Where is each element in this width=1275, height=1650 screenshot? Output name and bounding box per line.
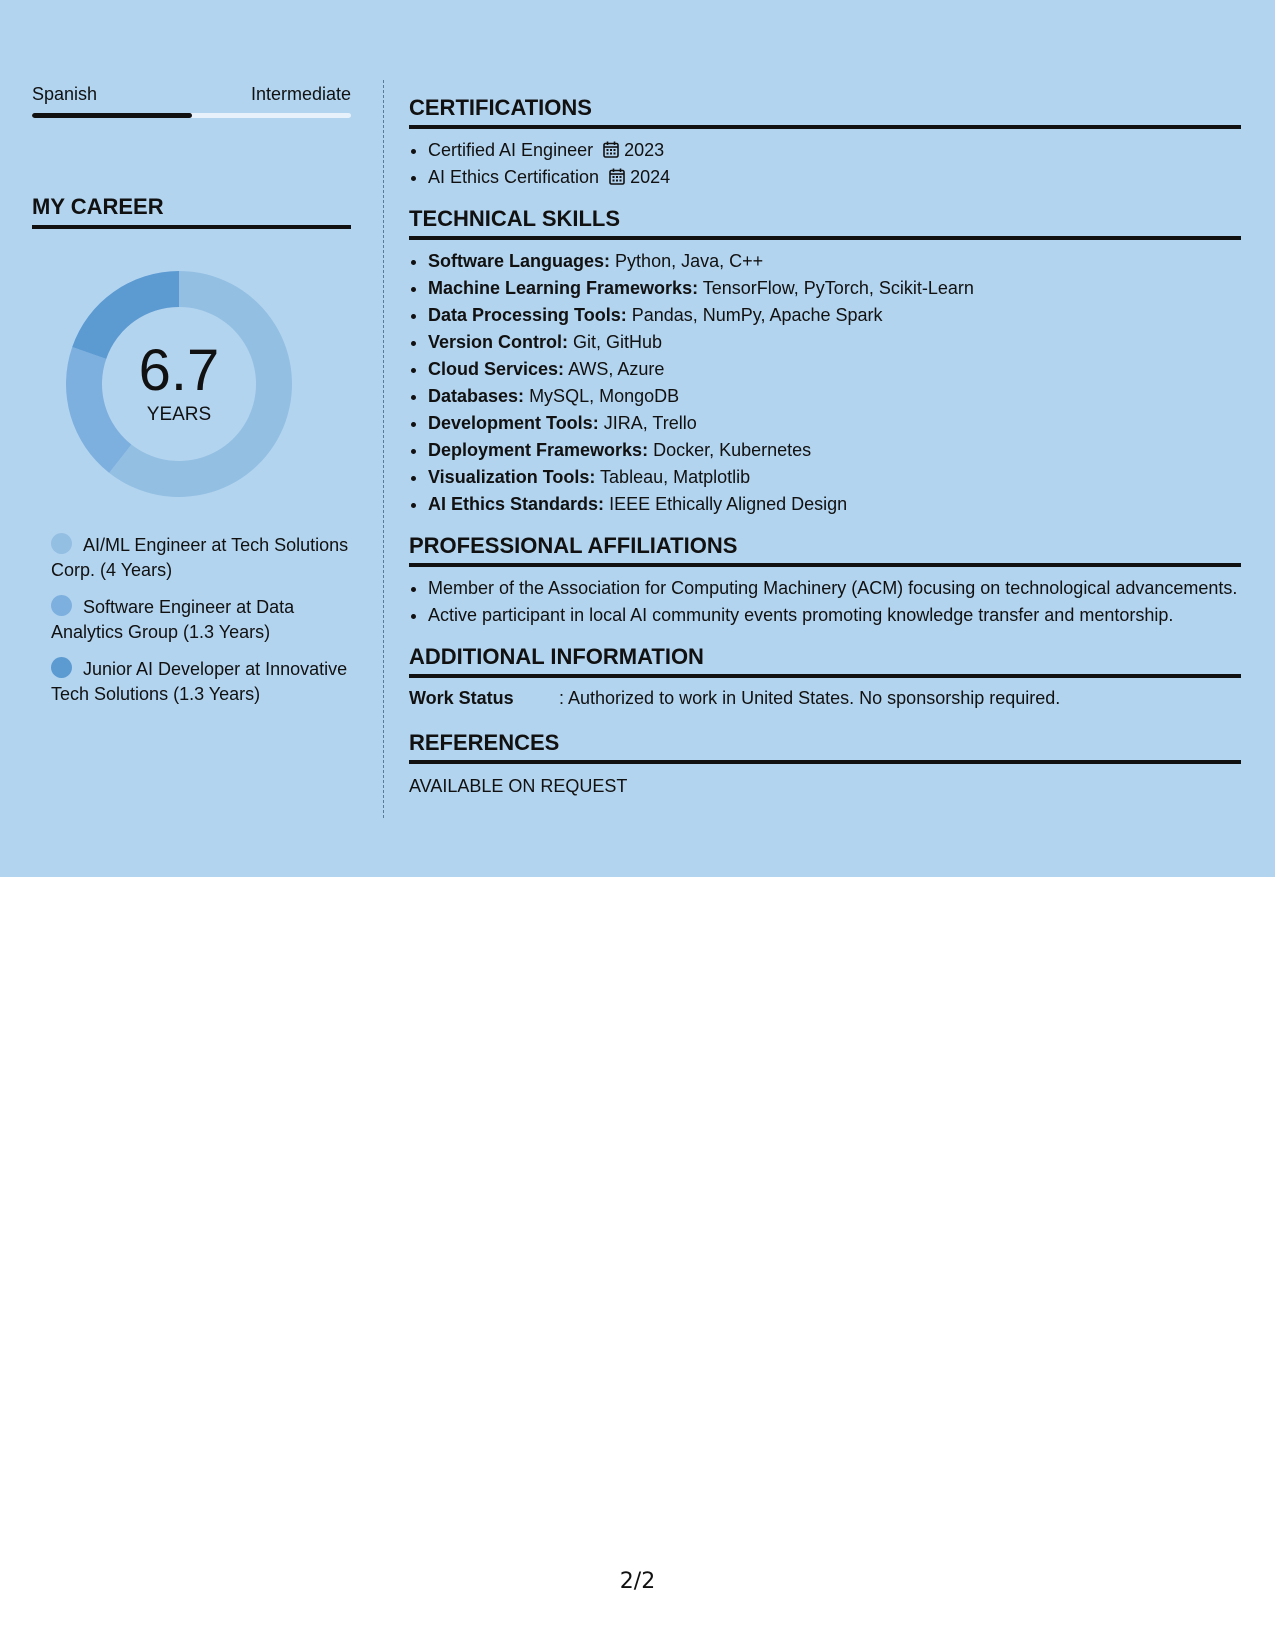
career-role-label: Junior AI Developer at Innovative Tech Solutions (1.3 Years) xyxy=(51,659,348,704)
skill-value: IEEE Ethically Aligned Design xyxy=(609,494,848,514)
skill-value: Pandas, NumPy, Apache Spark xyxy=(631,305,883,325)
skill-value: Git, GitHub xyxy=(573,332,663,352)
skill-label: Software Languages: xyxy=(428,251,611,271)
career-total-value: 6.7 xyxy=(138,338,220,403)
skill-label: Machine Learning Frameworks: xyxy=(428,278,699,298)
affiliations-heading: PROFESSIONAL AFFILIATIONS xyxy=(409,532,1241,567)
skill-value: Python, Java, C++ xyxy=(615,251,764,271)
calendar-icon xyxy=(603,141,619,158)
skill-item xyxy=(428,383,1241,410)
affiliation-item: • Member of the Association for Computing Machinery (ACM) focusing on technological advancements. xyxy=(428,575,1241,602)
skill-value: MySQL, MongoDB xyxy=(529,386,680,406)
skill-label: Databases: xyxy=(428,386,525,406)
skill-item xyxy=(428,491,1241,518)
right-column xyxy=(409,94,1241,800)
skill-value: Tableau, Matplotlib xyxy=(600,467,751,487)
certification-item xyxy=(428,137,1241,164)
skill-item xyxy=(428,275,1241,302)
career-legend-item xyxy=(51,657,351,707)
additional-info-heading: ADDITIONAL INFORMATION xyxy=(409,643,1241,678)
language-proficiency-bar xyxy=(32,113,351,118)
references-text: AVAILABLE ON REQUEST xyxy=(409,776,628,796)
skill-label: Cloud Services: xyxy=(428,359,565,379)
certification-item xyxy=(428,164,1241,191)
career-donut-chart xyxy=(66,271,292,497)
career-legend-item xyxy=(51,533,351,583)
calendar-icon xyxy=(609,168,625,185)
language-row xyxy=(32,82,351,106)
career-role-label: AI/ML Engineer at Tech Solutions Corp. (4 Years) xyxy=(51,535,349,580)
technical-skills-heading: TECHNICAL SKILLS xyxy=(409,205,1241,240)
legend-dot-icon xyxy=(51,595,72,616)
career-role-label: Software Engineer at Data Analytics Group (1.3 Years) xyxy=(51,597,295,642)
skill-value: AWS, Azure xyxy=(568,359,665,379)
skill-item xyxy=(428,329,1241,356)
skill-label: Development Tools: xyxy=(428,413,599,433)
skill-value: TensorFlow, PyTorch, Scikit-Learn xyxy=(702,278,974,298)
skill-item xyxy=(428,248,1241,275)
work-status-value: : Authorized to work in United States. No sponsorship required. xyxy=(559,688,1061,708)
affiliation-item: • Active participant in local AI community events promoting knowledge transfer and mentorship. xyxy=(428,602,1241,629)
skill-item xyxy=(428,302,1241,329)
certification-year: 2024 xyxy=(630,167,671,187)
left-column xyxy=(32,82,351,719)
career-legend xyxy=(51,533,351,707)
skill-label: Deployment Frameworks: xyxy=(428,440,649,460)
affiliations-list xyxy=(409,575,1241,629)
language-name: Spanish xyxy=(32,84,98,104)
skill-value: Docker, Kubernetes xyxy=(653,440,812,460)
skill-item xyxy=(428,437,1241,464)
skill-label: Version Control: xyxy=(428,332,569,352)
career-legend-item xyxy=(51,595,351,645)
skill-label: Data Processing Tools: xyxy=(428,305,627,325)
legend-dot-icon xyxy=(51,533,72,554)
certification-name: Certified AI Engineer xyxy=(428,140,594,160)
references-heading: REFERENCES xyxy=(409,729,1241,764)
career-heading: MY CAREER xyxy=(32,193,351,229)
skill-label: AI Ethics Standards: xyxy=(428,494,605,514)
certification-year: 2023 xyxy=(624,140,665,160)
page-number: 2/2 xyxy=(619,1569,656,1594)
column-divider xyxy=(383,80,384,818)
career-total-unit: YEARS xyxy=(146,404,212,425)
language-level: Intermediate xyxy=(250,84,351,104)
skill-label: Visualization Tools: xyxy=(428,467,596,487)
skill-value: JIRA, Trello xyxy=(603,413,697,433)
certification-name: AI Ethics Certification xyxy=(428,167,600,187)
certifications-heading: CERTIFICATIONS xyxy=(409,94,1241,129)
certifications-list xyxy=(409,137,1241,191)
legend-dot-icon xyxy=(51,657,72,678)
skill-item xyxy=(428,464,1241,491)
language-proficiency-fill xyxy=(32,113,192,118)
work-status-label: Work Status xyxy=(409,688,514,708)
technical-skills-list xyxy=(409,248,1241,518)
work-status-row xyxy=(409,685,1241,712)
skill-item xyxy=(428,356,1241,383)
skill-item xyxy=(428,410,1241,437)
